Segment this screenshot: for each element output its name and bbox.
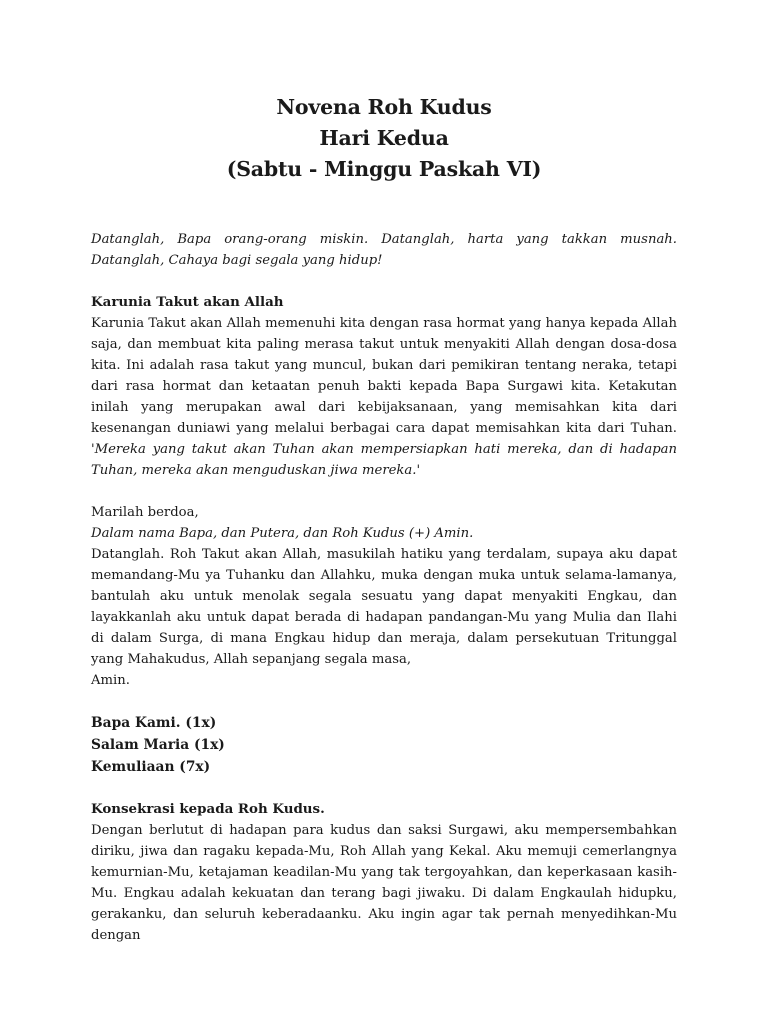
karunia-text: Karunia Takut akan Allah memenuhi kita dengan rasa hormat yang hanya kepada Allah saja, dan membuat kita paling merasa takut untuk menyakiti Allah dengan dosa-dosa kita. Ini adalah rasa takut yang muncul, bukan dari pemikiran tentang neraka, tetapi dari rasa hormat dan ketaatan penuh bakti kepada Bapa Surgawi kita. Ketakutan inilah yang merupakan awal dari kebijaksanaan, yang memisahkan kita dari kesenangan duniawi yang melalui berbagai cara dapat memisahkan kita dari Tuhan. [91, 316, 677, 436]
spacer [91, 481, 677, 502]
title-line-2: Hari Kedua [319, 126, 449, 150]
spacer [91, 271, 677, 292]
prayer-item-salam-maria: Salam Maria (1x) [91, 737, 225, 753]
intro-text: Datanglah, Bapa orang-orang miskin. Datanglah, harta yang takkan musnah. Datanglah, Cahaya bagi segala yang hidup! [91, 232, 677, 268]
sign-of-cross [91, 523, 677, 544]
sign-of-cross-text: Dalam nama Bapa, dan Putera, dan Roh Kudus (+) Amin. [91, 526, 474, 541]
prayer-item-kemuliaan: Kemuliaan (7x) [91, 759, 211, 775]
title-line-1: Novena Roh Kudus [276, 95, 492, 119]
prayer-amen: Amin. [91, 673, 130, 688]
section-heading-karunia: Karunia Takut akan Allah [91, 294, 284, 310]
document-title [91, 92, 677, 185]
prayer-body: Datanglah. Roh Takut akan Allah, masukilah hatiku yang terdalam, supaya aku dapat memandang-Mu ya Tuhanku dan Allahku, muka dengan muka untuk selama-lamanya, bantulah aku untuk menolak segala sesuatu yang dapat menyakiti Engkau, dan layakkanlah aku untuk dapat berada di hadapan pandangan-Mu yang Mulia dan Ilahi di dalam Surga, di mana Engkau hidup dan meraja, dalam persekutuan Tritunggal yang Mahakudus, Allah sepanjang segala masa, [91, 547, 677, 667]
prayer-invite: Marilah berdoa, [91, 505, 199, 520]
title-line-3: (Sabtu - Minggu Paskah VI) [226, 157, 542, 181]
spacer [91, 778, 677, 799]
section-body-konsekrasi: Dengan berlutut di hadapan para kudus dan saksi Surgawi, aku mempersembahkan diriku, jiwa dan ragaku kepada-Mu, Roh Allah yang Kekal. Aku memuji cemerlangnya kemurnian-Mu, ketajaman keadilan-Mu yang tak tergoyahkan, dan keperkasaan kasih-Mu. Engkau adalah kekuatan dan terang bagi jiwaku. Di dalam Engkaulah hidupku, gerakanku, dan seluruh keberadaanku. Aku ingin agar tak pernah menyedihkan-Mu dengan [91, 823, 677, 943]
intro-paragraph [91, 229, 677, 271]
prayer-item-bapa-kami: Bapa Kami. (1x) [91, 715, 217, 731]
section-heading-konsekrasi: Konsekrasi kepada Roh Kudus. [91, 801, 325, 817]
spacer [91, 691, 677, 712]
document-page [91, 92, 677, 946]
karunia-quote: 'Mereka yang takut akan Tuhan akan mempersiapkan hati mereka, dan di hadapan Tuhan, mereka akan menguduskan jiwa mereka.' [91, 442, 677, 478]
section-body-karunia [91, 313, 677, 481]
